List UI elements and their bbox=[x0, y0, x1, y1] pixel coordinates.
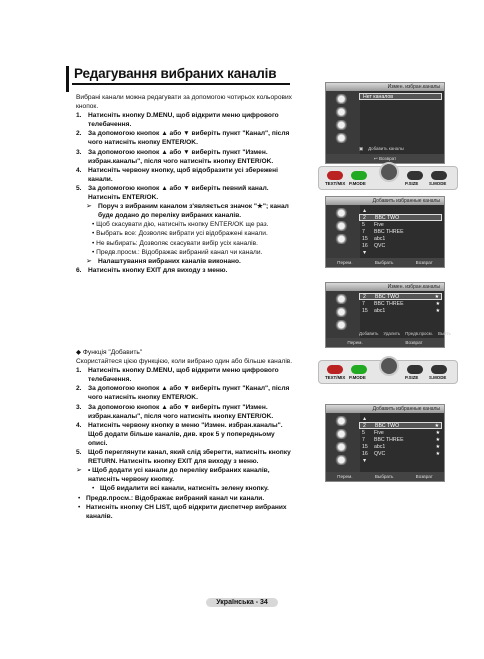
list-item[interactable]: 15 abc1 bbox=[362, 235, 386, 242]
sound-icon bbox=[335, 221, 349, 231]
star-icon: ★ bbox=[435, 307, 441, 314]
screen-header: Добавить избранные каналы bbox=[326, 197, 444, 205]
bullet-item: • Натисніть кнопку CH LIST, щоб відкрити диспетчер вибраних каналів. bbox=[78, 503, 287, 520]
list-item[interactable]: 16 QVC ★ bbox=[362, 450, 441, 457]
bullet-item: • Предв.просм.: Відображає вибраний канал чи канали. bbox=[92, 248, 263, 256]
sound-icon bbox=[335, 307, 349, 317]
note-item: ➢ • Щоб додати усі канали до переліку вибраних каналів, натисніть червону кнопку. bbox=[76, 467, 270, 484]
step-item: 3. За допомогою кнопок ▲ або ▼ виберіть пункт "Измен. избран.каналы", після чого натисніть кнопку ENTER/OK. bbox=[76, 403, 274, 420]
step-item: 4. Натисніть червону кнопку в меню "Измен. избран.каналы". Щоб додати більше каналів, див. крок 5 у попередньому описі. bbox=[76, 421, 283, 447]
list-item[interactable]: 5 Five ★ bbox=[362, 429, 441, 436]
menu-icon-column bbox=[326, 291, 360, 338]
menu-icon-column bbox=[326, 413, 360, 472]
setup-icon bbox=[335, 455, 349, 465]
list-item[interactable]: ▲ bbox=[362, 207, 368, 214]
list-item[interactable]: 2 BBC TWO bbox=[359, 214, 442, 221]
star-icon: ★ bbox=[434, 422, 440, 429]
picture-icon bbox=[335, 416, 349, 426]
channel-icon bbox=[335, 320, 349, 330]
step-item: 3. За допомогою кнопок ▲ або ▼ виберіть пункт "Измен. избран.каналы", після чого натисніть кнопку ENTER/OK. bbox=[76, 148, 274, 165]
step-item: 5. За допомогою кнопок ▲ або ▼ виберіть певний канал. Натисніть ENTER/OK. bbox=[76, 184, 269, 202]
note-arrow-icon: ➢ bbox=[86, 203, 92, 211]
note-arrow-icon: ➢ bbox=[76, 467, 82, 475]
menu-icon-column bbox=[326, 91, 360, 154]
list-item[interactable]: 15 abc1 ★ bbox=[362, 307, 441, 314]
menu-icon-column bbox=[326, 205, 360, 258]
note-item: ➢ Налаштування вибраних каналів виконано. bbox=[86, 257, 241, 265]
screen-header: Измен. избран.каналы bbox=[326, 83, 444, 91]
list-item[interactable]: 2 BBC TWO ★ bbox=[359, 422, 442, 429]
list-item[interactable]: 7 BBC THREE ★ bbox=[362, 436, 441, 443]
blue-button[interactable] bbox=[431, 365, 447, 374]
step-item: 1. Натисніть кнопку D.MENU, щоб відкрити меню цифрового телебачення. bbox=[76, 112, 279, 129]
list-item[interactable]: Нет каналов bbox=[359, 93, 442, 100]
picture-icon bbox=[335, 208, 349, 218]
nav-pad-icon[interactable] bbox=[379, 162, 399, 182]
yellow-button[interactable] bbox=[407, 365, 423, 374]
star-icon: ★ bbox=[435, 443, 441, 450]
title-rule bbox=[72, 83, 290, 85]
picture-icon bbox=[335, 294, 349, 304]
red-button[interactable] bbox=[327, 365, 343, 374]
sound-icon bbox=[335, 107, 349, 117]
green-button[interactable] bbox=[351, 365, 367, 374]
title-accent-bar bbox=[66, 66, 69, 92]
star-icon: ★ bbox=[435, 300, 441, 307]
list-item[interactable]: 15 abc1 ★ bbox=[362, 443, 441, 450]
red-button[interactable] bbox=[327, 171, 343, 180]
list-item[interactable]: 7 BBC THREE ★ bbox=[362, 300, 441, 307]
list-item[interactable]: ▼ bbox=[362, 457, 368, 464]
channel-icon bbox=[335, 120, 349, 130]
nav-pad-icon[interactable] bbox=[379, 356, 399, 376]
list-item[interactable]: 16 QVC bbox=[362, 242, 386, 249]
screen-footer: Перем. Выбрать Возврат bbox=[326, 472, 444, 481]
remote-buttons-1: TEXT/MIX P.MODE P.SIZE S.MODE bbox=[318, 166, 458, 190]
section-text-2 bbox=[76, 348, 294, 521]
screen-hint: Добавить Удалить Предв.просм. Выйть bbox=[359, 331, 451, 336]
screen-footer: Перем. Выбрать Возврат bbox=[326, 258, 444, 267]
star-icon: ★ bbox=[435, 450, 441, 457]
page-title: Редагування вибраних каналів bbox=[74, 66, 277, 81]
tv-screen-1 bbox=[325, 82, 445, 164]
channel-icon bbox=[335, 442, 349, 452]
bullet-item: • Не выбирать: Дозволяє скасувати вибір усіх каналів. bbox=[92, 239, 258, 247]
step-item: 2. За допомогою кнопок ▲ або ▼ виберіть пункт "Канал", після чого натисніть кнопку ENTER/OK. bbox=[76, 385, 290, 402]
page-number: Українська - 34 bbox=[206, 598, 278, 607]
tv-screen-4 bbox=[325, 404, 445, 482]
blue-button[interactable] bbox=[431, 171, 447, 180]
screen-footer: Перем. Возврат bbox=[326, 338, 444, 347]
remote-buttons-2: TEXT/MIX P.MODE P.SIZE S.MODE bbox=[318, 360, 458, 384]
list-item[interactable]: ▲ bbox=[362, 415, 368, 422]
tv-screen-3 bbox=[325, 282, 451, 348]
picture-icon bbox=[335, 94, 349, 104]
screen-header: Измен. избран.каналы bbox=[326, 283, 444, 291]
intro-text: Вибрані канали можна редагувати за допомогою чотирьох кольорових кнопок. bbox=[76, 94, 292, 111]
list-item[interactable]: ▼ bbox=[362, 249, 368, 256]
step-item: 1. Натисніть кнопку D.MENU, щоб відкрити меню цифрового телебачення. bbox=[76, 367, 279, 384]
bullet-item: • Выбрать все: Дозволяє вибрати усі відображені канали. bbox=[92, 230, 268, 238]
function-title: ◆ Функція "Добавить" bbox=[76, 349, 143, 356]
list-item[interactable]: 5 Five bbox=[362, 221, 384, 228]
star-icon: ★ bbox=[435, 429, 441, 436]
step-item: 4. Натисніть червону кнопку, щоб відобразити усі збережені канали. bbox=[76, 166, 278, 183]
channel-icon bbox=[335, 234, 349, 244]
function-intro: Скористайтеся цією функцією, коли вибрано один або більше каналів. bbox=[76, 358, 293, 366]
step-item: 6. Натисніть кнопку EXIT для виходу з меню. bbox=[76, 267, 228, 275]
setup-icon bbox=[335, 133, 349, 143]
screen-header: Добавить избранные каналы bbox=[326, 405, 444, 413]
screen-footer: ↩ Возврат bbox=[326, 154, 444, 163]
note-arrow-icon: ➢ bbox=[86, 257, 92, 265]
page-footer bbox=[0, 591, 484, 609]
step-item: 5. Щоб переглянути канал, який слід зберегти, натисніть кнопку RETURN. Натисніть кнопку EXIT для виходу з меню. bbox=[76, 449, 291, 466]
step-item: 2. За допомогою кнопок ▲ або ▼ виберіть пункт "Канал", після чого натисніть кнопку ENTER/OK. bbox=[76, 130, 290, 147]
yellow-button[interactable] bbox=[407, 171, 423, 180]
screen-hint: ▣ Добавить каналы bbox=[359, 146, 404, 151]
star-icon: ★ bbox=[435, 436, 441, 443]
sound-icon bbox=[335, 429, 349, 439]
star-icon: ★ bbox=[434, 293, 440, 300]
bullet-item: • Щоб скасувати дію, натисніть кнопку ENTER/OK ще раз. bbox=[92, 221, 269, 229]
list-item[interactable]: 2 BBC TWO ★ bbox=[359, 293, 442, 300]
list-item[interactable]: 7 BBC THREE bbox=[362, 228, 404, 235]
section-text-1 bbox=[76, 93, 294, 275]
note-item: ➢ Поруч з вибраним каналом з'являється значок "★"; канал буде додано до переліку вибраних каналів. bbox=[86, 203, 289, 220]
bullet-item: • Щоб видалити всі канали, натисніть зелену кнопку. bbox=[92, 485, 269, 493]
green-button[interactable] bbox=[351, 171, 367, 180]
bullet-item: • Предв.просм.: Відображає вибраний канал чи канали. bbox=[78, 494, 265, 502]
tv-screen-2 bbox=[325, 196, 445, 268]
